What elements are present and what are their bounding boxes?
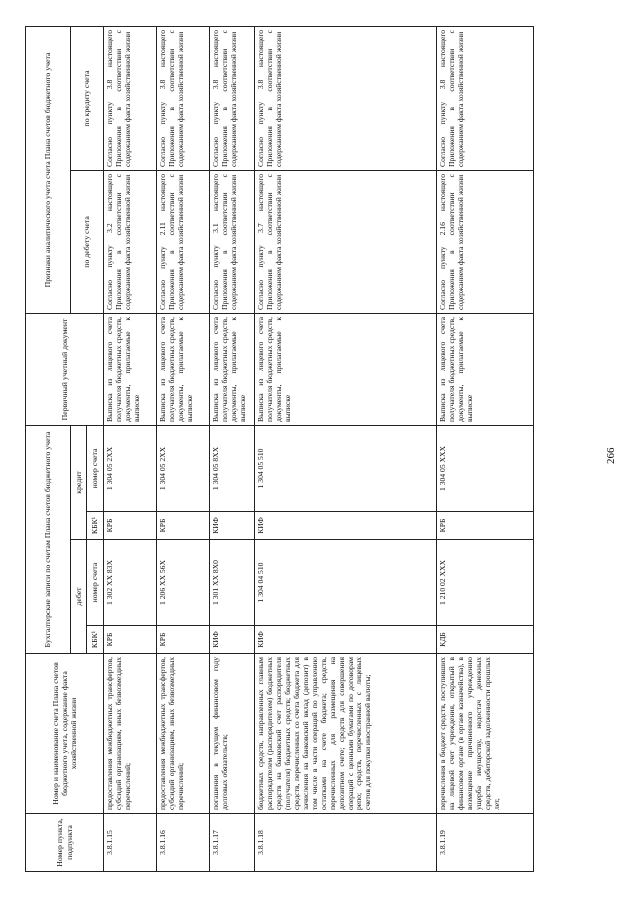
row-debit-acc: 1 210 02 XXX: [437, 540, 534, 626]
row-num: 3.8.1.18: [255, 814, 437, 872]
row-credit-kbk: КРБ: [157, 512, 210, 540]
header-credit: кредит: [71, 425, 87, 539]
row-num: 3.8.1.15: [104, 814, 157, 872]
row-num: 3.8.1.19: [437, 814, 534, 872]
row-doc: Выписка из лицевого счета получателя бюджетных средств, документы, прилагаемые к выписке: [104, 313, 157, 425]
header-num: Номер пункта, подпункта: [26, 814, 104, 872]
row-credit-acc: 1 304 05 2XX: [157, 425, 210, 511]
row-debit-kbk: КРБ: [104, 626, 157, 654]
row-analytic-credit: Согласно пункту 3.8 настоящего Приложения в соответствии с содержанием факта хозяйственной жизни: [255, 26, 437, 170]
row-analytic-debit: Согласно пункту 3.7 настоящего Приложения в соответствии с содержанием факта хозяйственной жизни: [255, 170, 437, 313]
row-analytic-credit: Согласно пункту 3.8 настоящего Приложения в соответствии с содержанием факта хозяйственной жизни: [437, 26, 534, 170]
row-debit-acc: 1 206 XX 56X: [157, 540, 210, 626]
table-row: [157, 26, 210, 871]
row-debit-acc: 1 302 XX 83X: [104, 540, 157, 626]
row-analytic-credit: Согласно пункту 3.8 настоящего Приложения в соответствии с содержанием факта хозяйственной жизни: [157, 26, 210, 170]
row-debit-acc: 1 301 XX 8X0: [210, 540, 255, 626]
row-doc: Выписка из лицевого счета получателя бюджетных средств, документы, прилагаемые к выписке: [255, 313, 437, 425]
header-analytic: Признаки аналитического учета счета Плана счетов бюджетного учета: [26, 26, 71, 313]
header-debit-kbk: КБК¹: [87, 626, 104, 654]
header-credit-acc: номер счета: [87, 425, 104, 511]
row-analytic-credit: Согласно пункту 3.8 настоящего Приложения в соответствии с содержанием факта хозяйственной жизни: [210, 26, 255, 170]
row-name: предоставления межбюджетных трансфертов, субсидий организациям, иных безвозмездных перечислений;: [104, 654, 157, 814]
row-debit-kbk: КИФ: [255, 626, 437, 654]
row-credit-kbk: КРБ: [437, 512, 534, 540]
header-by-credit: по кредиту счета: [71, 26, 104, 170]
header-debit-acc: номер счета: [87, 540, 104, 626]
header-credit-kbk: КБК¹: [87, 512, 104, 540]
row-name: погашения в текущем финансовом году долговых обязательств;: [210, 654, 255, 814]
page-number: 266: [605, 447, 617, 464]
row-debit-kbk: КДБ: [437, 626, 534, 654]
table-row: [255, 26, 437, 871]
row-debit-kbk: КИФ: [210, 626, 255, 654]
row-credit-kbk: КИФ: [255, 512, 437, 540]
table-row: [210, 26, 255, 871]
table-row: [437, 26, 534, 871]
table-row: [104, 26, 157, 871]
row-num: 3.8.1.17: [210, 814, 255, 872]
header-doc: Первичный учетный документ: [26, 313, 104, 425]
row-credit-acc: 1 304 05 510: [255, 425, 437, 511]
row-debit-kbk: КРБ: [157, 626, 210, 654]
row-credit-acc: 1 304 05 8XX: [210, 425, 255, 511]
row-analytic-debit: Согласно пункту 2.16 настоящего Приложения в соответствии с содержанием факта хозяйственной жизни: [437, 170, 534, 313]
accounting-table: [25, 26, 534, 872]
row-doc: Выписка из лицевого счета получателя бюджетных средств, документы, прилагаемые к выписке: [437, 313, 534, 425]
header-name: Номер и наименование счета Плана счетов бюджетного учета, содержание факта хозяйственной жизни: [26, 654, 104, 814]
row-analytic-credit: Согласно пункту 3.8 настоящего Приложения в соответствии с содержанием факта хозяйственной жизни: [104, 26, 157, 170]
row-num: 3.8.1.16: [157, 814, 210, 872]
row-name: бюджетных средств, направленных главным распорядителем (распорядителем) бюджетных средств на банковский счет распорядителя (получателя) бюджетных средств; бюджетных средств, перечисленных со счета бюджета для зачисления на банковский вклад (депозит) в том числе в части операций по управлению остатками на счете бюджета; средств, перечисленных для размещения на депозитном счете; средств для совершения операций с ценными бумагами по договорам репо; средств, перечисленных с лицевых счетов для покупки иностранной валюты;: [255, 654, 437, 814]
row-credit-acc: 1 304 05 2XX: [104, 425, 157, 511]
row-debit-acc: 1 304 04 510: [255, 540, 437, 626]
row-doc: Выписка из лицевого счета получателя бюджетных средств, документы, прилагаемые к выписке: [210, 313, 255, 425]
row-credit-acc: 1 304 05 XXX: [437, 425, 534, 511]
row-name: предоставления межбюджетных трансфертов, субсидий организациям, иных безвозмездных перечислений;: [157, 654, 210, 814]
header-by-debit: по дебету счета: [71, 170, 104, 313]
header-debit: дебет: [71, 540, 87, 654]
row-name: перечисления в бюджет средств, поступивших на лицевой счет учреждения, открытый в финансовом органе (в органе казначейства), в возмещение причиненного учреждению ущерба имуществу, недостач денежных средств, дебиторской задолженности прошлых лет,: [437, 654, 534, 814]
row-analytic-debit: Согласно пункту 3.1 настоящего Приложения в соответствии с содержанием факта хозяйственной жизни: [210, 170, 255, 313]
row-credit-kbk: КИФ: [210, 512, 255, 540]
header-entries: Бухгалтерские записи по счетам Плана счетов бюджетного учета: [26, 425, 71, 653]
row-credit-kbk: КРБ: [104, 512, 157, 540]
row-analytic-debit: Согласно пункту 2.11 настоящего Приложения в соответствии с содержанием факта хозяйственной жизни: [157, 170, 210, 313]
row-doc: Выписка из лицевого счета получателя бюджетных средств, документы, прилагаемые к выписке: [157, 313, 210, 425]
row-analytic-debit: Согласно пункту 3.2 настоящего Приложения в соответствии с содержанием факта хозяйственной жизни: [104, 170, 157, 313]
